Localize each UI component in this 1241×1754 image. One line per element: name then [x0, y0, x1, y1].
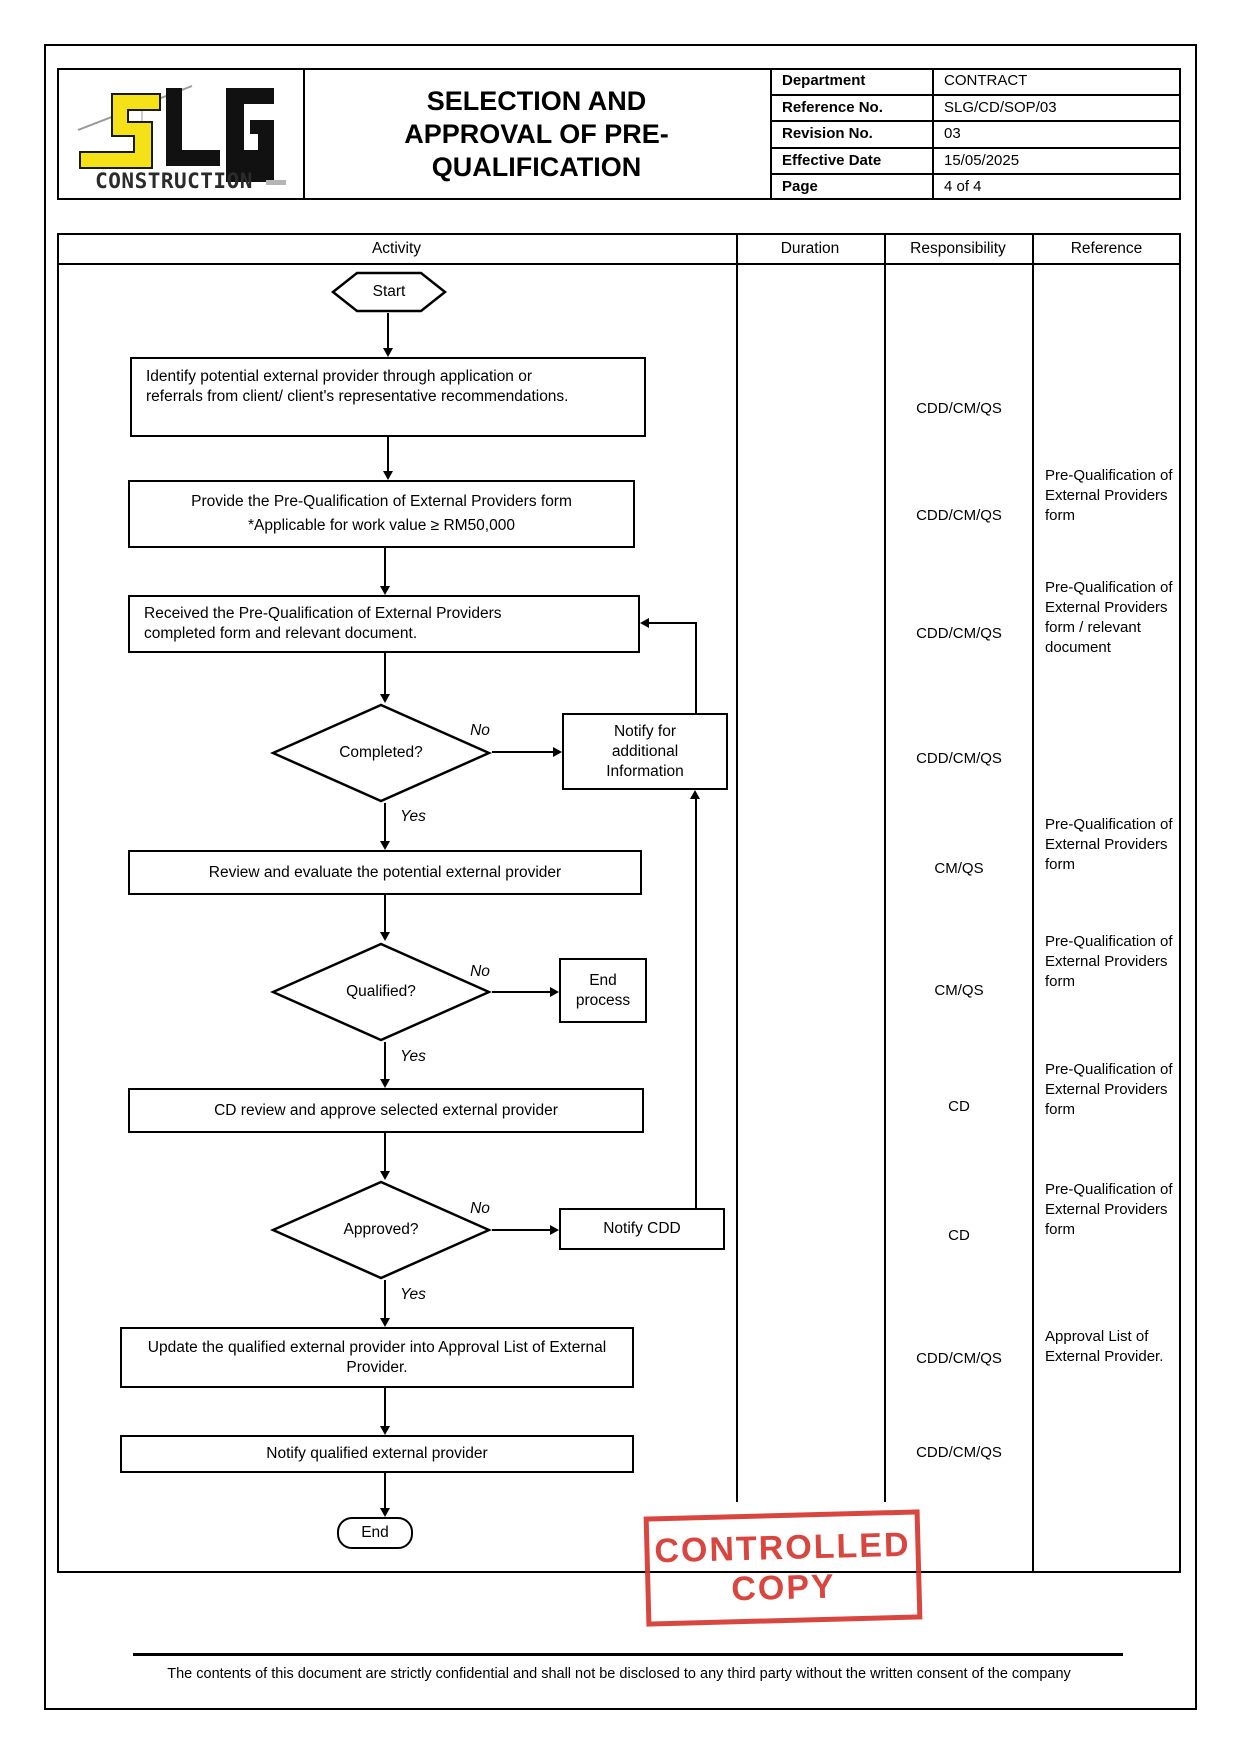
- step-provide-line2: *Applicable for work value ≥ RM50,000: [248, 517, 515, 534]
- reference-received: Pre-Qualification of External Providers form / relevant document: [1045, 579, 1173, 656]
- column-divider-duration: [736, 233, 738, 1502]
- step-received-box: [128, 595, 640, 653]
- arrowhead-into-notifyinfo: [690, 790, 700, 799]
- field-label-page: Page: [782, 178, 818, 195]
- arrowhead-notifycdd: [550, 1225, 559, 1235]
- step-identify-text: Identify potential external provider through application or referrals from client/ client's representative recommendations.: [146, 368, 569, 405]
- responsibility-cd-review: CD: [948, 1098, 970, 1115]
- step-provide-line1: Provide the Pre-Qualification of External Providers form: [191, 493, 572, 510]
- field-value-page: 4 of 4: [944, 178, 982, 195]
- end-process-box: [559, 958, 647, 1023]
- field-label-revision-no: Revision No.: [782, 125, 873, 142]
- reference-review: Pre-Qualification of External Providers form: [1045, 816, 1173, 873]
- footer-rule: [133, 1653, 1123, 1656]
- arrowhead-update: [380, 1318, 390, 1327]
- header-row-line-4: [770, 173, 1181, 175]
- notify-additional-box: [562, 713, 728, 790]
- end-label: End: [361, 1524, 389, 1541]
- step-notify-qualified-box: [120, 1435, 634, 1473]
- responsibility-received: CDD/CM/QS: [916, 625, 1002, 642]
- decision-approved: [270, 1180, 492, 1280]
- column-header-reference: Reference: [1070, 240, 1143, 257]
- header-row-line-1: [770, 94, 1181, 96]
- branch-yes-qualified: Yes: [400, 1048, 426, 1065]
- connector-notifyinfo-up: [695, 623, 697, 713]
- arrowhead-cdreview: [380, 1079, 390, 1088]
- connector-approved-notifycdd: [492, 1229, 550, 1231]
- notify-cdd-text: Notify CDD: [603, 1220, 681, 1237]
- step-cd-review-text: CD review and approve selected external provider: [214, 1101, 558, 1119]
- stamp-line2: COPY: [730, 1567, 837, 1609]
- step-received-text: Received the Pre-Qualification of External Providers completed form and relevant document.: [144, 605, 502, 642]
- stamp-line1: CONTROLLED: [653, 1525, 911, 1571]
- field-value-department: CONTRACT: [944, 72, 1028, 89]
- arrowhead-notifyqualified: [380, 1426, 390, 1435]
- decision-qualified-label: Qualified?: [346, 983, 416, 1000]
- start-terminator: [330, 271, 448, 313]
- branch-yes-completed: Yes: [400, 808, 426, 825]
- connector-provide-received: [384, 548, 386, 586]
- step-update-text: Update the qualified external provider into Approval List of External Provider.: [147, 1338, 607, 1376]
- branch-no-completed: No: [470, 722, 490, 739]
- logo-wordmark: CONSTRUCTION: [95, 169, 253, 193]
- responsibility-qualified: CM/QS: [934, 982, 984, 999]
- connector-notifyqualified-end: [384, 1473, 386, 1508]
- notify-cdd-box: [559, 1208, 725, 1250]
- responsibility-review: CM/QS: [934, 860, 984, 877]
- header-row-line-2: [770, 120, 1181, 122]
- connector-qualified-cdreview: [384, 1042, 386, 1079]
- arrowhead-provide: [383, 471, 393, 480]
- field-label-effective-date: Effective Date: [782, 152, 882, 169]
- connector-received-completed: [384, 653, 386, 694]
- field-label-department: Department: [782, 72, 866, 89]
- connector-approved-update: [384, 1280, 386, 1318]
- arrowhead-notifyinfo: [553, 747, 562, 757]
- reference-cd-review: Pre-Qualification of External Providers form: [1045, 1061, 1173, 1118]
- document-title-cell: [303, 68, 770, 200]
- arrowhead-qualified: [380, 932, 390, 941]
- branch-no-qualified: No: [470, 963, 490, 980]
- field-value-effective-date: 15/05/2025: [944, 152, 1020, 169]
- reference-update: Approval List of External Provider.: [1045, 1328, 1164, 1365]
- start-label: Start: [372, 283, 406, 300]
- notify-additional-text: Notify for additional Information: [606, 722, 684, 780]
- header-row-line-3: [770, 147, 1181, 149]
- arrowhead-end: [380, 1508, 390, 1517]
- step-provide-box: [128, 480, 635, 548]
- column-divider-reference: [1032, 233, 1034, 1573]
- controlled-copy-stamp: [644, 1509, 923, 1626]
- branch-yes-approved: Yes: [400, 1286, 426, 1303]
- end-terminator: [337, 1517, 413, 1549]
- arrowhead-identify: [383, 348, 393, 357]
- step-cd-review-box: [128, 1088, 644, 1133]
- reference-approved: Pre-Qualification of External Providers form: [1045, 1181, 1173, 1238]
- column-header-duration: Duration: [780, 240, 840, 257]
- field-label-reference-no: Reference No.: [782, 99, 883, 116]
- step-review-box: [128, 850, 642, 895]
- responsibility-completed: CDD/CM/QS: [916, 750, 1002, 767]
- header-divider-title: [770, 68, 772, 200]
- reference-provide: Pre-Qualification of External Providers form: [1045, 467, 1173, 524]
- end-process-text: End process: [575, 971, 631, 1009]
- flow-header-row-line: [57, 263, 1181, 265]
- connector-notifycdd-up: [695, 799, 697, 1208]
- column-header-responsibility: Responsibility: [910, 240, 1006, 257]
- responsibility-notify-qualified: CDD/CM/QS: [916, 1444, 1002, 1461]
- connector-update-notifyqualified: [384, 1388, 386, 1426]
- responsibility-identify: CDD/CM/QS: [916, 400, 1002, 417]
- document-title: SELECTION AND APPROVAL OF PRE-QUALIFICATION: [404, 85, 669, 182]
- branch-no-approved: No: [470, 1200, 490, 1217]
- connector-completed-notifyinfo: [492, 751, 553, 753]
- responsibility-approved: CD: [948, 1227, 970, 1244]
- responsibility-update: CDD/CM/QS: [916, 1350, 1002, 1367]
- decision-completed: [270, 703, 492, 803]
- decision-qualified: [270, 942, 492, 1042]
- arrowhead-endprocess: [550, 987, 559, 997]
- step-review-text: Review and evaluate the potential external provider: [208, 863, 562, 881]
- connector-identify-provide: [387, 437, 389, 472]
- reference-qualified: Pre-Qualification of External Providers form: [1045, 933, 1173, 990]
- responsibility-provide: CDD/CM/QS: [916, 507, 1002, 524]
- arrowhead-approved: [380, 1171, 390, 1180]
- step-notify-qualified-text: Notify qualified external provider: [266, 1445, 488, 1462]
- arrowhead-received: [380, 586, 390, 595]
- arrowhead-review: [380, 841, 390, 850]
- header-divider-labels: [932, 68, 934, 200]
- footer-confidentiality-note: The contents of this document are strictly confidential and shall not be disclosed to any third party without the written consent of the company: [167, 1666, 1071, 1682]
- connector-notifyinfo-left: [649, 622, 697, 624]
- slg-logo-mark: [70, 74, 292, 196]
- connector-cdreview-approved: [384, 1133, 386, 1171]
- decision-completed-label: Completed?: [339, 744, 423, 761]
- arrowhead-into-received: [640, 618, 649, 628]
- logo-fine-print: [266, 180, 286, 185]
- field-value-revision-no: 03: [944, 125, 961, 142]
- arrowhead-completed: [380, 694, 390, 703]
- company-logo: [70, 74, 292, 196]
- decision-approved-label: Approved?: [343, 1221, 419, 1238]
- field-value-reference-no: SLG/CD/SOP/03: [944, 99, 1057, 116]
- step-update-box: [120, 1327, 634, 1388]
- connector-qualified-endprocess: [492, 991, 550, 993]
- connector-completed-review: [384, 803, 386, 841]
- connector-start-identify: [387, 313, 389, 349]
- step-identify-box: [130, 357, 646, 437]
- column-header-activity: Activity: [371, 240, 422, 257]
- connector-review-qualified: [384, 895, 386, 932]
